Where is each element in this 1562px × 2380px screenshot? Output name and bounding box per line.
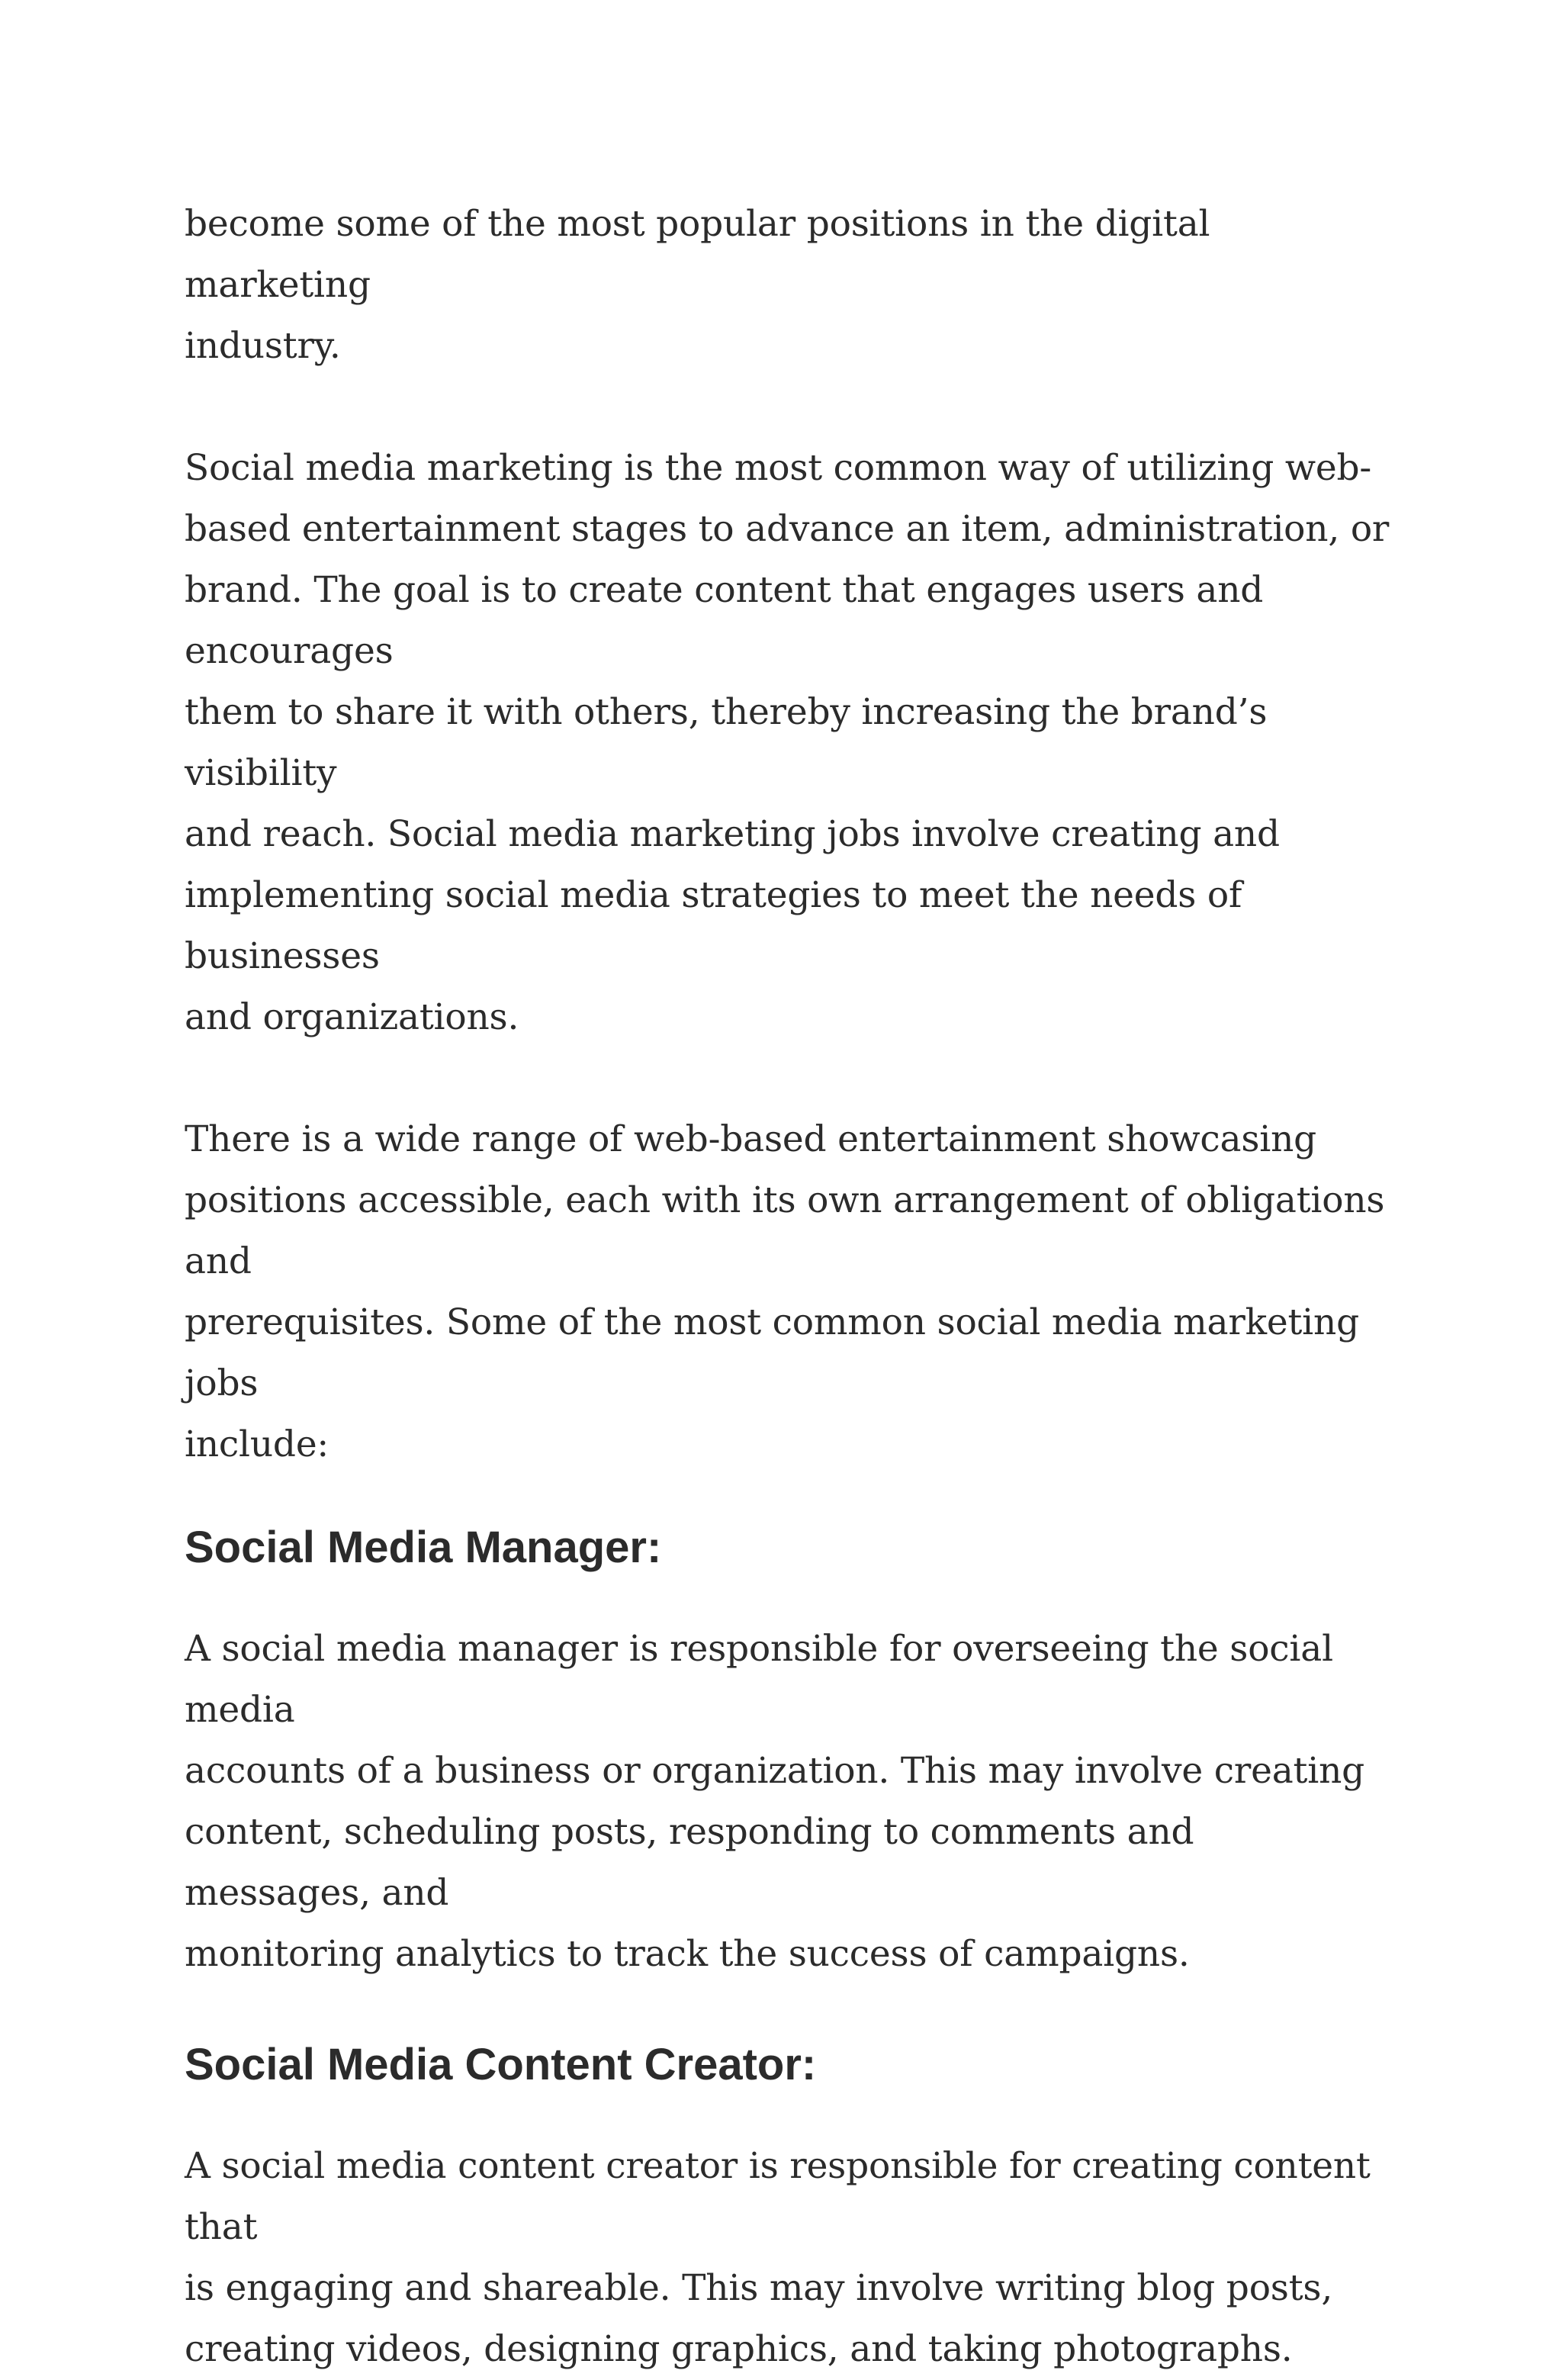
- section-heading-social-media-manager: Social Media Manager:: [185, 1523, 662, 1572]
- jobs-overview-paragraph: There is a wide range of web-based entertainment showcasing positions accessible, each with its own arrangement of obligations and prerequisites. Some of the most common social media marketing jobs include:: [185, 1118, 1385, 1465]
- section-heading-social-media-content-creator: Social Media Content Creator:: [185, 2040, 817, 2089]
- section-body-social-media-manager: A social media manager is responsible for overseeing the social media accounts of a business or organization. This may involve creating content, scheduling posts, responding to comments and messages, and monitoring analytics to track the success of campaigns.: [185, 1628, 1365, 1975]
- intro-paragraph-continuation: become some of the most popular positions in the digital marketing industry.: [185, 203, 1210, 367]
- document-content: [185, 194, 1390, 2380]
- section-body-social-media-content-creator: A social media content creator is responsible for creating content that is engaging and shareable. This may involve writing blog posts, creating videos, designing graphics, and taking photographs.: [185, 2145, 1371, 2370]
- social-media-marketing-definition-paragraph: Social media marketing is the most common way of utilizing web- based entertainment stages to advance an item, administration, or brand. The goal is to create content that engages users and encourages them to share it with others, thereby increasing the brand’s visibility and reach. Social media marketing jobs involve creating and implementing social media strategies to meet the needs of businesses and organizations.: [185, 447, 1390, 1038]
